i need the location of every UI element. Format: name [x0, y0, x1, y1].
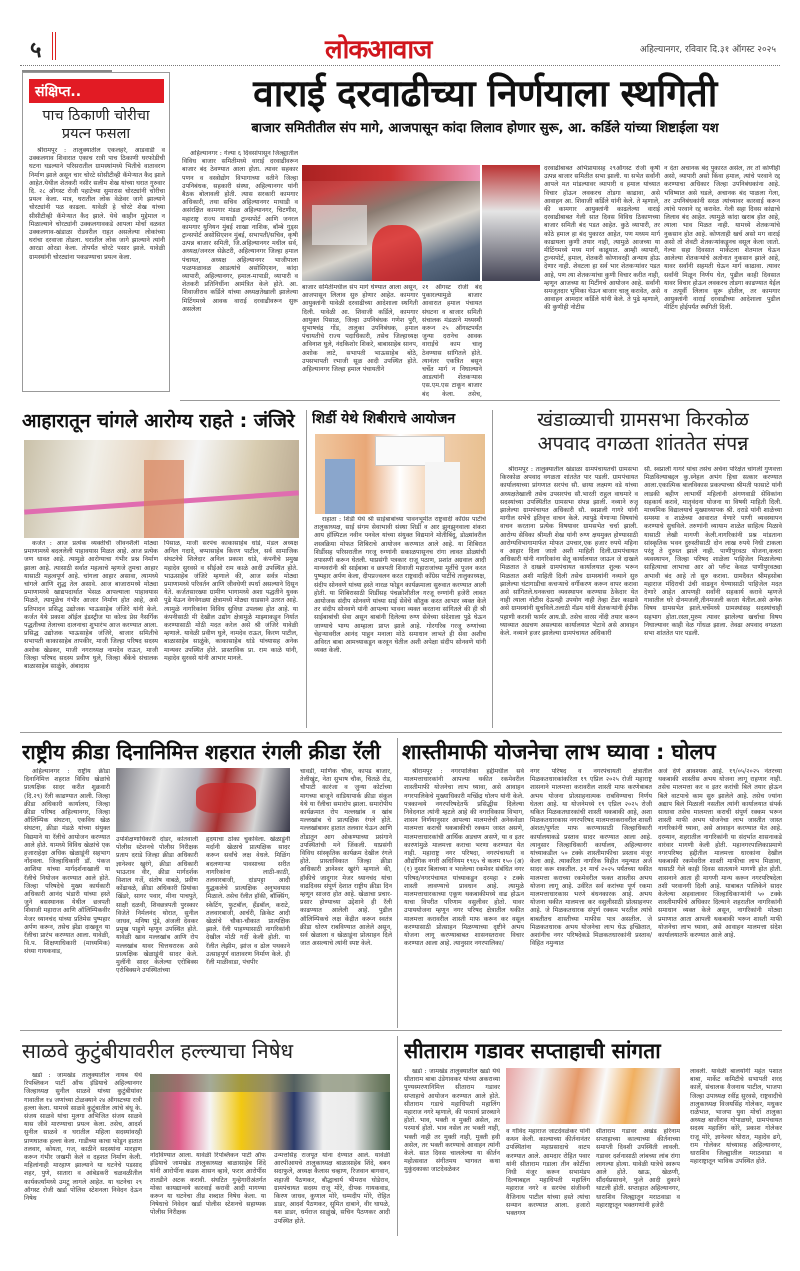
- story7-col3: उन्मत्तसिंह राजपूत यांना देण्यात आले. यावेळी आरपीआयचे तालुकाध्यक्ष बाळासाहेब शिंदे, बबन सदाफुले, अध्यक्ष कैलास चव्हाण, रिजवान बागवान, शहाजी पैठणकर, बौद्धाचार्य भीमराव घोडेराव, ग्रामपंचायत सदस्य राजू मोरे, दीपक गायकवाड, किरण जाधव, कुणाल मोरे, धम्मदीप मोरे, रोहित डाडर, आदर्श पैठणकर, सुमित दाबाने, वीर घायळे, यश डाडर, धर्मराज साळुंखे, सचिन पैठणकर आदी उपस्थित होते.: [274, 1152, 390, 1225]
- story8-photo-devotees: [506, 1068, 680, 1124]
- lead-col4: दरवाढीबाबत अभिप्रायासह २९ऑगस्ट रोजी कृषी उत्पन्न बाजार समितीत सभा झाली. या सभेत सर्वांनी आपले मत मांडल्यावर व्यापारी व हमाल यांच्यात विचार होऊन लवकरच तोडगा काढावा, असे आवाहन आ. शिवाजी कर्डिले यांनी केले. ते म्हणाले, की कामगार आयुक्तांनी काढलेल्या वाराई दरवाढीबाबत गेली सात दिवस विविध ठिकाणच्या बाजार समिती बंद पडत आहेत. कुठे व्यापारी, तर कोठे हमाल हा बंद पुकारत आहेत, पण मध्यम मार्ग काढायला कुणी तयार नाही, त्यामुळे आजच्या या मीटिंगमध्ये मध्य मार्ग काढूयात. आम्ही व्यापारी, ट्रान्सपोर्ट, हमाल, शेतकरी कोणावरही अन्याय होऊ देणार नाही. शेवटला हा सर्व भार शेतकऱ्यांवर पडत आहे, पण त्या शेतकऱ्यांचा कुणी विचार करीत नाही, म्हणून आजच्या या मिटींगचे आयोजन आहे. सर्वांनी समजूतदार भूमिका घेऊन बाजार चालू करावेत, असे आवाहन आमदार कर्डिले यांनी केले. ते पुढे म्हणाले, की कुणीही नोटीस: [544, 165, 660, 312]
- story5-col2: उपशिक्षणाधिकारी दोडर, कोतवाली पोलीस स्टेशनचे पोलीस निरीक्षक प्रताप दराडे जिल्हा क्रीडा अधिकारी ज्ञानेश्वर खुरंगे, क्रीडा अधिकारी भाऊराव वीर, क्रीडा मार्गदर्शक विशाल गर्जे, संतोष वाबळे, प्रवीण कोंढावळे, क्रीडा अधिकारी प्रियांका खिंडरे, सागर पवार, मीना पाचपुते, साक्षी दळवी, शिवछत्रपती पुरस्कार विजेते निर्मलनंद थोरात, सुनील जाधव, मनिषा पुंडे, अंजली देवकर प्रमुख पाहुणे म्हणून उपस्थित होते. यावेळी खाव मल्लखांब आणि रोप मल्लखांब यावर चित्तथरारक असे प्रात्यक्षिक खेळाडूंनी सादर केले. मुलींनी सादर केलेल्या एरोबिक्स एरोबिक्सने उपस्थितांच्या: [116, 836, 198, 975]
- brief-body: श्रीरामपूर : तालुक्यातील एकलहरे, आडवाडी व उक्कलगाव शिवारात एकाच रात्री पाच ठिकाणी घरफोडीची घटना घडल्याने परिसरातील ग्रामस्थांमध्ये भितीचे वातावरण निर्माण झाले असून चार चोरटे सोसीटीव्ही कॅमेऱ्यात कैद झाले आहेत.येथील शेतकरी नसीर सलीम शेख यांच्या घरात गुरुवार दि. २८ ऑगस्ट रोजी पहाटेच्या सुमारास चोरट्यांनी चोरीचा प्रयत्न केला. मात्र, घरातील लोक वेळेवर जागे झाल्याने चोरट्यांनी पळ काढला. यावेळी हे चोरटे शेख यांच्या सीसीटीव्ही कॅमेऱ्यात कैद झाले. येथे काहीन मुद्देमाल न मिळाल्याने चोरट्यांनी उक्कलगावकडे आपला मोर्चा वळवत उक्कलगाव-खंडाळा रोडवरील राहत असलेल्या लोकांच्या घरांचा दरवाजा तोडला. घरातील लोक जागे झाल्याने त्यांनी आरडा ओरडा केला. तोपर्यंत चोरटे पसार झाले. यावेळी ग्रामस्थांनी चोरट्यांना पकडण्याचा प्रयत्न केला.: [29, 147, 165, 261]
- lead-headline: वाराई दरवाढीच्या निर्णयाला स्थगिती: [253, 72, 717, 115]
- divider-lower: [20, 1030, 782, 1031]
- story4-col2: सौ. स्वप्नाली गागरे यांचा तसेच अर्चना परिक्षेत चांगली गुणवत्ता मिळविल्याबद्दल कु.स्नेहल अभंग हिचा सत्कार करण्यात आला.एकात्मिक बालविकास प्रकल्पाच्या श्रीमती फासाटे यांनी लाडकी बहीण लाभार्थी महिलांनी अंगणवाडी सेविकांना सहकार्य करावे, मातृवंदना योजना या विषयी माहिती दिली. माध्यमिक विद्यालयाचे मुख्याध्यापक श्री. दराडे यांनी शाळेच्या समस्या व शाळेच्या आवारात येणारे पाणी व्यवस्थापन करण्याचे सुचविले. तरुणांनी व्यायाम शाळेत साहित्य मिळावे यासाठी लेखी मागणी केली.नागरिकांनी प्रश्न मांडताना सांस्कृतिक भवन दुरुस्तीसाठी दोन लाख रुपये निधी टाकला परंतु ते दुरुस्त झाले नाही. पाणीपुरवठा योजना,कचरा व्यवस्थापन, जिल्हा परिषद शाळेला पाहिजेल मिळालेल्या साहित्याचा लाभाचा आर ओ प्लॅन्ट केवळ पाणीपुरवठ्या अभावी बंद आहे तो सुरु करावा. ग्रामदैवत श्रीमहसोबा महाराज मंदिराची उंची वाढवून घेण्यासाठी पाहिजेल मदत देणारे आहेत आपणही सर्वांनी सहकार्य करावे म्हणजे गावातील घरे दोनमजली,तीनमजली करता येतील.असे अनेक विषय ग्रामसभेत झाले.चर्चेमध्ये ग्रामस्थांसह सदस्यांचाही सहभाग होता.रस्ता,मुरुम त्यावर झालेल्या खर्चाचा विषय निघाल्यावर काही वेळ गोंधळ झाला. तेवढा अपवाद वगळता सभा शांततेत पार पडली.: [644, 466, 782, 638]
- story6-col1: श्रीरामपूर : नगरपालिका हद्दीमधील सर्व मालमत्ताधारकांनी आपल्या थकीत रकमेवरील शास्तीमाफी योजनेचा लाभ घ्यावा, असे आवाहन नगरपालिकेचे मुख्याधिकारी मच्छिंद्र घोलप यांनी केले. पत्रकान्वये नगरपरिषदेतर्फे प्रसिद्धीस दिलेल्या निवेदनात त्यांनी म्हटले आहे की नगरविकास विभाग, शासन निर्णयानुसार आपल्या मालमत्तेची अनेकवेळा मालमत्ता कराची थकबाकीची रक्कम जास्त असणे, मालमत्ताधारकांची आर्थिक अडचण असणे, या व इतर कारणांमुळे मालमत्ता कराचा भरणा करण्यात येत नाही. महाराष्ट्र नगर परिषदा, नगरपंचायती व औद्योगिक नगरी अधिनियम १९६५ चे कलम १५० (अ) (१) नुसार बिलाच्या न भरलेल्या रकमेवर संबंधित नगर परिषद/नगरपंचायत यांच्याकडून दरमहा २ टक्के शास्ती लावण्याचे प्रावधान आहे. त्यामुळे मालमत्ताधारकाच्या एकूण थकबाकीमध्ये वाढ होऊन याचा विपरीत परिणाम वसुलीवर होतो. यावर उपाययोजना म्हणून नगर परिषद क्षेत्रातील थकीत मालमत्ता करावरील शास्ती माफ करून कर वसूल करण्यासाठी प्रोत्साहन मिळण्याच्या दृष्टीने अभय योजना लागू करण्याबाबत शासनस्तरावर विचार करण्यात आला आहे. त्यानुसार नगरपालिका/: [404, 768, 524, 948]
- lead-col3: २१ ऑगस्ट रोजी बंद पुकारल्यामुळे बाजार आवारात हमाल पंचायत संघटना व बाजार समिती संचालक मंडळाने मध्यस्थी करून २५ ऑगस्टपर्यंत जुन्या दरानेच आवक वाराईचे काम चालू ठेवण्यास सांगितले होते. त्यानंतर एकत्रित बसून चर्चेत मार्ग न निघाल्याने आडत्यांनी शेतकऱ्यास एस.एम.एस टाकून बाजार बंद केला. तसेच,: [422, 284, 482, 398]
- story7-col2: नोंदविण्यात आला. यावेळी रिपब्लिकन पार्टी ऑफ इंडियाचे जामखेड तालुकाध्यक्ष बाळासाहेब शिंदे यांनी आरोपींना कडक शासन व्हावे, फरार आरोपींस तातडीने अटक करावी. संघटित गुन्हेगारीअंतर्गत मोका कायद्यान्वये कारवाई करावी आदी मागण्या करून या घटनेचा तीव्र शब्दात निषेध केला. या निषेधाचे निवेदन खर्डा पोलीस स्टेशनचे सहाय्यक पोलीस निरीक्षक: [150, 1152, 266, 1217]
- story6-headline: शास्तीमाफी योजनेचा लाभ घ्यावा : घोलप: [402, 740, 716, 764]
- story4-headline: [498, 408, 788, 456]
- story4-col1: श्रीरामपूर : तालुक्यातील खंडाळा ग्रामपंचायतची ग्रामसभा किरकोळ अपवाद वगळता शांततेत पार पडली. ग्रामपंचायत कार्यालयाच्या प्रांगणात सरपंच सौ. छाया लक्ष्मण वडे यांच्या अध्यक्षतेखाली तसेच उपसरपंच सौ.भारती राहुल वाघमारे व सदस्यांच्या उपस्थितीत ग्रामसभा संपन्न झाली. नव्याने रुजू झालेल्या ग्रामपंचायत अधिकारी सौ. स्वप्नाली गागरे यांनी मागील सभेचे इतिवृत्त वाचन केले. त्यापुढे येणाऱ्या विषयांचे वाचन करताना प्रत्येक विषयावर ग्रामसभेत चर्चा झाली. आरोग्य सेविका श्रीमती शेख यांनी रुग्ण क्षयमुक्त होण्यासाठी आरोग्यविभागामार्फत मोफत उपचार,एक हजार रुपये महिना व आहार दिला जातो अशी माहिती दिली.ग्रामपंचायत अधिकारी यांनी नागरिकांना सेतू कार्यालयात जाऊन जे दाखले मिळतात ते दाखले ग्रामपंचायत कार्यालयात शुल्क भरून मिळतात अशी माहिती दिली तसेच ग्रामस्थांनी नव्याने सुरु झालेल्या घंटागाडीचा कचऱ्याचे वर्गीकरण करून वापर करावा असे सांगितले.घनकचरा व्यवस्थापन करण्यास ठेकेदार येत नाही त्याला नोटीस देऊनही उपयोग नाही तेव्हा टेंडर काढावे असे ग्रामस्थांनी सुचविले.तलाठी मॅडम यांनी शेतकऱ्यांनी ईपीक पहाणी करावी फार्मर आय.डी. तसेच वारस नोंदी तयार करून घ्याव्यात अडचण असल्यास कार्यालयात भेटावे असे आवाहन केले. नव्याने हजर झालेल्या ग्रामपंचायत अधिकारी: [500, 466, 638, 638]
- lead-photo-meeting: [302, 165, 480, 281]
- page-number: ५: [30, 38, 42, 63]
- story5-photo-rally: [116, 768, 290, 832]
- story3-headline: शिर्डी येथे शिबीराचे आयोजन: [312, 411, 456, 427]
- story2-col1: कर्जत : आज प्रत्येक व्यक्तीची जीवनशैली मोठ्या प्रमाणामध्ये बदललेली पाहावयास मिळत आहे. आज प्रत्येक जण धावत आहे. त्यामुळे आरोग्याचा गंभीर प्रश्न निर्माण झाला आहे. त्यासाठी सर्वात महत्वाचे म्हणजे तुमचा आहार यासाठी महत्वपूर्ण आहे. चांगला आहार असावा, त्यामध्ये चांगले आणि शुद्ध तेल असावे. आज बाजारामध्ये मोठ्या प्रमाणामध्ये खाद्यपदार्थात भेसळ आपल्याला पाहावयास मिळते, त्यामुळेच गंभीर आजार निर्माण होत आहे, असे प्रतिपादन प्रसिद्ध उद्योजक भाऊसाहेब जंजिरे यांनी केले. कर्जत येथे प्रकाश ऑईल इंडस्ट्रीज या कोल्ड प्रेस नैसर्गिक पद्धतीच्या तेलाच्या दालनाचा शुभारंभ आज करण्यात आला. प्रसिद्ध उद्योजक भाऊसाहेब जंजिरे, बाजार समितीचे सभापती काकासाहेब तापकीर, माजी जिल्हा परिषद सदस्य अशोक खेडकर, माजी नगराध्यक्ष नामदेव राऊत, माजी जिल्हा परिषद सदस्य प्रवीण घुले, जिल्हा बँकेचे संचालक बाळासाहेब साळुंके, अंबादास: [24, 540, 158, 671]
- story6-col3: अर्ज देणे आवश्यक आहे. १९/०५/२०२५ नंतरच्या थकबाकी शास्तीस अभय योजना लागू राहणार नाही. तसेच मालमत्ता कर व इतर करांची बिले तयार होऊन बिले वाटपाचे काम सुरु झालेले आहे. तसेच ज्यांना अद्याप बिले मिळाली नसतील त्यांनी कार्यालयात संपर्क साधावा तसेच मालमत्ता कराची संपूर्ण रक्कम भरून शास्ती माफी अभय योजनेचा लाभ जास्तीत जास्त नागरिकांनी घ्यावा, असे आवाहन करण्यात येत आहे. दरम्यान, शहरातील नागरिकांनी या संदर्भात शासनाकडे वारंवार मागणी केली होती. महानगरपालिकाप्रमाणे नगरपरिषद हद्दीतील मालमत्ता धारकांना देखील थकबाकी रकमेवरील शास्ती माफीचा लाभ मिळावा, यासाठी गेले काही दिवस सातत्याने मागणी होत होती. शासनाने आता ही मागणी मान्य करून नगरपरिषदेला तशी परवानगी दिली आहे. याबाबत पालिकेने सादर केलेल्या अहवालावर जिल्हाधिकाऱ्यांनी ५० टक्के शास्तीमाफीचे अधिकार दिल्याने शहरातील नागरिकांनी समाधान व्यक्त केले असून, नागरिकांनी मोठ्या प्रमाणात आता आपली थकबाकी भरून शास्ती माफी योजनेचा लाभ घ्यावा, असे आवाहन मालमत्ता संदेश कार्यालयातर्फे करण्यात आले आहे.: [658, 768, 782, 940]
- masthead-logo: लोकआवाज: [325, 35, 432, 65]
- story4-headline-line1: खंडाळ्याची ग्रामसभा किरकोळ: [537, 408, 749, 431]
- lead-col5: न देता अचानक बंद पुकारत असेल, तर तो कोणीही असो, व्यापारी असो किंवा हमाल, त्यांचे परवाने रद्द करण्याचा अधिकार जिल्हा उपनिबंधकांना आहे. भविष्यात असे घडले, अचानक बंद पाळला गेला, तर उपनिबंधकांनी सरळ त्यांच्यावर कारवाई करून त्यांचे परवाने रद्द करावेत. गेली सहा दिवस कांद्याचे लिलाव बंद आहेत. त्यामुळे कांदा खराब होत आहे, त्याला भाव मिळत नाही. यामध्ये शेतकऱ्यांचे नुकसान होत आहे. कोणताही खर्च असो मग वाराई असो तो शेवटी शेतकऱ्यांकडूनच वसूल केला जातो. गेल्या सहा दिवसात मार्केटला शेतमाल घेऊन आलेल्या शेतकऱ्यांचे अतोनात नुकसान झाले आहे, यावर सर्वांनी सहमती घेऊन मार्ग काढावा. त्यावर सर्वांनी मिळून निर्णय घेत, पुढील काही दिवसात यावर विचार होऊन लवकरच तोडगा काढण्यात येईल व तत्पूर्वी लिलाव सुरू होतील, तर कामगार आयुक्तांनी वाराई दरवाढीच्या आदेशाला पुढील मीटिंग होईपर्यंत स्थगिती दिली.: [664, 165, 780, 312]
- divider-s3-s4: [492, 410, 493, 728]
- page-number-bar: [52, 32, 56, 60]
- story4-headline-line2: अपवाद वगळता शांततेत संपन्न: [537, 432, 749, 455]
- header-rule: [20, 65, 780, 66]
- divider-s5-s6: [397, 738, 398, 1028]
- brief-box: [22, 72, 170, 392]
- brief-title-line1: पाच ठिकाणी चोरीचा: [42, 108, 150, 124]
- divider-lead: [180, 400, 780, 401]
- dateline: अहिल्यानगर, रविवार दि.३१ ऑगस्ट २०२५: [639, 45, 776, 55]
- story8-col3: सीताराम गडावर अखंड हरिनाम सप्ताहाच्या काल्याच्या कीर्तनाच्या समाप्ती दिवशी उपस्थिती लावली. गडावर दर्शनासाठी लांबच्या लांब रांगा लागल्या होत्या. यावेळी यात्रेचे स्वरूप आले होते. खाऊ, खेळणी, सौंदर्यप्रसाधने, फुले आदी दुकाने थाटली होती. सप्ताहात अहिल्यानगर, धाराशिव जिल्ह्यातून मराठवाडा व महाराष्ट्रातून भक्तगणांनी हजेरी: [596, 1128, 680, 1209]
- story2-photo-ribbon: [24, 440, 299, 538]
- story5-col1: अहिल्यानगर : राष्ट्रीय क्रीडा दिनानिमित्त शहरात विविध खेळांचे प्रात्यक्षिक सादर करीत शुक्रवारी (दि.२९) रॅली काढण्यात आली. जिल्हा क्रीडा अधिकारी कार्यालय, जिल्हा क्रीडा परिषद अहिल्यानगर, जिल्हा ऑलिम्पिक संघटना, एकविध खेळ संघटना, क्रीडा मंडळे यांच्या संयुक्त विद्यमाने या रॅलीचे आयोजन करण्यात आले होते. यामध्ये विविध खेळांचे एक हजाराहेक्षा अधिक खेळाडूंनी सहभाग नोंदवला. जिल्हाधिकारी डॉ. पंकज आशिया यांच्या मार्गदर्शनाखाली या रॅलीचे नियोजन करण्यात आले होते. जिल्हा परिषदेचे मुख्य कार्यकारी अधिकारी आनंद भंडारी यांच्या हस्ते जुने बसस्थानक येथील छत्रपती शिवाजी महाराज आणि ऑलिम्पिकवीर मेजर ध्यानचंद यांच्या प्रतिमेस पुष्पहार अर्पण करून, तसेच झेंडा दाखवून या रॅलीचा प्रारंभ करण्यात आला. यावेळी, वि.प. शिक्षणाधिकारी (माध्यमिक) संध्या गायकवाड,: [24, 768, 110, 956]
- story3-body: राहाता : शिर्डी येथे श्री साईबाबांच्या पावनभूमीत राष्ट्रवादी काँग्रेस पार्टीचे तालुकाध्यक्ष, साई संगम सेवाभावी संस्था शिर्डी व आर झुनझुनवाला शंकरा आय हॉस्पिटल नवीन पनवेल यांच्या संयुक्त विद्यमाने मोतीबिंदू, डोळ्यांवरील शस्त्रक्रिया मोफत शिबिराचे आयोजन करण्यात आले आहे. या शिबिरात शिर्डीसह परिसरातील गरजू रुग्णांनी सकाळपासूनच रांगा लावत डोळ्यांची तपासणी करून घेतली. याप्रसंगी पत्रकार राजू पठाण, प्रशांत अग्रवाल आदी मान्यवरांनी श्री साईबाबा व छत्रपती शिवाजी महाराजांच्या मूर्तीचे पूजन करत पुष्पहार अर्पण केला, दीपप्रज्वलन करत राष्ट्रवादी काँग्रेस पार्टीचे तालुकाध्यक्ष, संदीप सोनवणे यांच्या हस्ते नारळ फोडून कार्यक्रमाला सुरुवात करण्यात आली होती. या शिबिरासाठी शिर्डीसह पंचक्रोशीतील गरजू रुग्णांनी हजेरी लावत आयोजक संदीप सोनवणे यांच्या साई सेवेचे कौतुक करत आभार व्यक्त केले तर संदीप सोनवणे यांनी आपल्या भावना व्यक्त करताना सांगितले की ही श्री साईबाबांची सेवा असून बाबांनी दिलेल्या रुग्ण सेवेच्या संदेशाला पुढे घेऊन जाण्याचे भाग्य आम्हाला प्राप्त झाले आहे. गोरगरिब गरजू रुग्णांच्या चेहऱ्यावरील आनंद पाहून मनाला मोठे समाधान लाभते ही सेवा अशीच अविरत बाबा आमच्याकडून करवून घेतील अशी अपेक्षा संदीप सोनवणे यांनी व्यक्त केली.: [314, 516, 486, 655]
- story5-col3: हृदयाचा ठोका चुकविला. खेळाडूंनी मर्दानी खेळाचे प्रात्यक्षिक सादर करून सर्वांचे लक्ष वेधले. मिळिंग बदलणाऱ्या पावसाच्या सरीत नागरिकांना लाठी-काठी, तलवारबाजी, दांडपट्टा आदी युद्धकलेचे प्रात्यक्षिक अनुभवयास मिळाले. तसेच रॅलीत हॉकी, बॉक्सिंग, स्केटिंग, फुटबॉल, हॅंडबॉल, कराटे, तलवारबाजी, आर्चरी, क्रिकेट आदी खेळांचे चौका-चौकात प्रात्यक्षिक झाले. रॅली पाहण्यासाठी नागरिकांनी देखील मोठी गर्दी केली होती. या रॅलीत लेझीम, झांज व ढोल पथकाने उत्साहपूर्ण वातावरण निर्माण केले. ही रॅली माळीवाडा, पंचपीर: [206, 836, 290, 967]
- divider-mid: [20, 732, 782, 733]
- lead-col2: बाजार समितीमधील संप मागे घेण्यात आला असून, आजपासून लिलाव सुरु होणार आहेत. कामगार आयुक्तांनी यावेळी दरवाढीच्या आदेशाला स्थगिती दिली. यावेळी आ. शिवाजी कर्डिले, कामगार आयुक्त पिसाळ, जिल्हा उपनिबंधक गणेश पुरी, सुभाषचंद्र गोंड, तालुका उपनिबंधक, हमाल पंचायतीचे राज्य पदाधिकारी, तसेच जिल्हाध्यक्ष अविनाश घुले, नंदकिशोर शिकरे, बाबासाहेब सानप, अशोक लाटे, सभापती भाऊसाहेब बोठे, उपसभापती रभाजी सूळ आदी उपस्थित होते. अहिल्यानगर जिल्हा हमाल पंचायतीने: [302, 284, 418, 374]
- brief-title-line2: प्रयत्न फसला: [61, 126, 131, 142]
- divider-s7-s8: [397, 1036, 398, 1236]
- story8-col2: व गोविंद महाराज जाटदेवळेकर यांनी कथन केली. काल्याच्या कीर्तनानंतर उपस्थितांना महाप्रसादाचे वाटप करण्यात आले. आमदार रोहित पवार यांनी सीताराम गडाला तीन कोटींचा निधी मंजूर करून सभामंडप दिल्याबद्दल महाधिपती महालिंग महाराज नगरे व सरपंच संजीवनी वैजिनाथ पाटील यांच्या हस्ते त्यांचा सन्मान करण्यात आला. हजारो भक्तगण: [506, 1128, 590, 1218]
- lead-photo-audience: [482, 165, 540, 281]
- story7-headline: साळवे कुटुंबीयावरील हल्ल्याचा निषेध: [22, 1039, 294, 1063]
- story2-col2: पिसाळ, माजी सरपंच काकासाहेब धांडे, मंडल अध्यक्ष अनिल गदादे, बप्पासाहेब किरण पाटील, सर्व सामाजिक संघटनेचे शिलेदार अनिल प्रकाश धांडे, कंपनीचे प्रमुख महादेव सुरवसे व सीईओ राम काळे आदी उपस्थित होते. भाऊसाहेब जंजिरे म्हणाले की, आज सर्वत्र मोठ्या प्रमाणामध्ये परिवर्तन आणि जीवघेणी स्पर्धा असल्याने दिसून येते. कर्जतसारख्या ग्रामीण भागामध्ये अशा पद्धतीने युवक पुढे येऊन वेगवेगळ्या क्षेत्रामध्ये मोठ्या धाडसाने उतरत आहे. त्यामुळे नागरिकांना विविध सुविधा उपलब्ध होत आहे. या कंपनीसाठी मी देखील उद्योग क्षेत्रामुळे माझ्याकडून निर्यात करण्यासाठी मोठी मदत करेल असे श्री जंजिरे यावेळी म्हणाले. यावेळी प्रवीण घुले, नामदेव राऊत, किरण पाटील, बाळासाहेब साळुंके, काकासाहेब धांडे यांच्यासह अनेक मान्यवर उपस्थित होते. प्रास्ताविक प्रा. राम काळे यांनी, महादेव सुरवसे यांनी आभार मानले.: [164, 540, 298, 662]
- story7-photo-memorandum: [150, 1074, 390, 1150]
- brief-tag-label: संक्षिप्त..: [35, 84, 82, 100]
- lead-col1: अहिल्यानगर : गेल्या ६ दिवसांपासून जिल्ह्यातील विविध बाजार समितीमध्ये वाराई दरवाढीवरून बाजार बंद ठेवण्यात आला होता. त्यावर सहकार पणन व वस्त्रोद्योग विभागाच्या वतीने जिल्हा उपनिबंधक, सहकारी संस्था, अहिल्यानगर यांनी बैठक बोलावली होती. त्यास सरकारी कामगार अधिकारी, तथा सचिव अहिल्यानगर माथाडी व असंरक्षित कामगार मंडळ अहिल्यानगर, चिटणीस, महाराष्ट्र राज्य माथाडी ट्रान्सपोर्ट आणि जनरल कामगार युनियन मुंबई शाखा नाशिक, बॉम्बे गुड्स ट्रान्सपोर्ट असोसिएशन मुंबई, सभापती/सचिव, कृषी उत्पन्न बाजार समिती, जि.अहिल्यानगर मधील सर्व, अध्यक्ष/जनरल सेक्रेटरी, अहिल्यानगर जिल्हा हमाल पंचायत, अध्यक्ष अहिल्यानगर भाजीपाला फळफळावळ आडत्यांचे असोसिएशन, कांदा व्यापारी, अहिल्यानगर, हमाल-मापाडी, व्यापारी व शेतकरी प्रतिनिधींना आमंत्रित केले होते. आ. शिवाजीराव कर्डिले यांच्या अध्यक्षतेखाली झालेल्या मिटिंगमध्ये आवक वाराई दरवाढीवरून सुरू असलेला: [182, 150, 298, 313]
- story7-col1: खर्डा : जामखेड तालुक्यातील नायब येथे रिपब्लिकन पार्टी ऑफ इंडियाचे अहिल्यानगर जिल्हाध्यक्ष सुनील साळवे यांच्या कुटुंबीयांवर गावातील १४ जणांच्या टोळक्याने २४ ऑगस्टच्या रात्री हल्ला केला. यामध्ये साळवे कुटुंबातील त्यांचे बंधू के. संजय साळवे यांचा मुलगा अभिजित संजय साळवे यास जीवे मारण्याचा प्रयत्न केला. तसेच, आदर्श सुनील साळवे व घरातील महिला सदस्यांवरही प्राणघातक हल्ला केला. गाडीच्या काचा फोडून हातात तलवार, कोयता, गज, काठीने सदस्यांना मारहाण करून गंभीर जखमी केले व दहशत निर्माण केली. महिलांनाही मारहाण झाल्याने या घटनेचे पडसाद शहर, पुणे, सातारा व आंबेडकरी चळवळीतील कार्यकर्त्यांमध्ये उमटू लागले आहेत. या घटनेचा २९ ऑगस्ट रोजी खर्डा पोलिस स्टेशनला निवेदन देऊन निषेध: [24, 1072, 142, 1203]
- story6-col2: नगर परिषद व नगरपंचायती क्षेत्रातील मिळकतधारकांकरिता १९ एप्रिल २०२५ रोजी महाराष्ट्र शासनाने मालमत्ता करावरील शास्ती माफ करणेबाबत अभय योजना प्रोत्साहनात्मक राबविण्याचा निर्णय घेतला आहे. या योजनेमध्ये १९ एप्रिल २०२५ रोजी थकित मिळकतधारकांची शास्ती थकबाकी आहे, अशा मिळकतधारकास नगरपरिषद मालमत्ताकरावरील शास्ती अंशतः/पूर्णतः माफ करण्यासाठी जिल्हाधिकारी कार्यालयाकडे प्रस्ताव सादर करण्यात आला आहे. त्यानुसार जिल्हाधिकारी कार्यालय, अहिल्यानगर यांच्याकडील ५० टक्के शास्तीमाफीचा प्रस्ताव मंजूर केला आहे. त्याकरिता नागरिक विहीत नमुन्यात अर्ज सादर करू शकतील. ३१ मार्च २०२५ पर्यंतच्या थकीत मालमत्ता कराच्या रकमेवरील फक्त शास्तीस अभय योजना लागू आहे. उर्वरित सर्व करांच्या पूर्ण रकमा मालमत्ताधारकास भरणे बंधनकारक आहे. अभय योजना थकीत मालमत्ता कर वसुलीसाठी प्रोत्साहनपर आहे. जे मिळकतधारक संपूर्ण रक्कम भरतील त्यांचे बाबतीतच शास्तीच्या माफीस पात्र असतील. जे मिळकतधारक अभय योजनेचा लाभ घेऊ इच्छितात, अशांनीच नगर परिषदेकडे मिळकतधारकांनी प्रस्ताव/विहित नमुन्यात: [530, 768, 652, 948]
- story5-headline: राष्ट्रीय क्रीडा दिनानिमित्त शहरात रंगली क्रीडा रॅली: [22, 740, 381, 764]
- story5-col4: चावडी, माणिक चौक, कापड बाजार, तेलीखुंट, नेता सुभाष चौक, चितळे रोड, चौपाटी कारंजा व जुन्या कोर्टाच्या मागच्या बाजूने वाडियापार्क क्रीडा संकुल येथे या रॅलीचा समारोप झाला. समारोपीय कार्यक्रमात रोप मल्लखांब व खांब मल्लखांब चे प्रात्यक्षिक रंगले होते. मल्लखांबावर हातात तलवार घेऊन आणि तोंडातून आग ओकण्याच्या प्रसंगाने उपस्थितांची मने जिंकली. याप्रसंगी विविध सांस्कृतिक कार्यक्रम देखील रंगले होते. प्रास्ताविकात जिल्हा क्रीडा अधिकारी ज्ञानेश्वर खुरंगे म्हणाले की, हॉकीचे जादूगार मेजर ध्यानचंद यांचा वाढदिवस संपूर्ण देशात राष्ट्रीय क्रीडा दिन म्हणून साजरा होत आहे. खेळाचा प्रचार-प्रसार होण्याच्या उद्देशाने ही रॅली काढण्यात आलेली आहे. पुढील ऑलिम्पिकचे लक्ष केंद्रीत करून स्वतंत्र क्रीडा धोरण राबविण्यात आलेले असून, सर्व खेळाला व खेळाडूंना प्रोत्साहन दिले जात असल्याचे त्यांनी स्पष्ट केले.: [300, 768, 392, 948]
- story8-col1: खर्डा : जामखेड तालुक्यातील खर्डा येथे सीताराम बाबा उंडेगावकर यांच्या अकराव्या पुण्यस्मरणानिमित्त सीताराम गडावर सप्ताहाचे आयोजन करण्यात आले होते. सीताराम गडाचे महाधिपती महालिंग महाराज नगरे म्हणाले, की परमार्थ प्रारब्धाने होतो. भाव, भक्ती व मुक्ती असेल, तर परमार्थ होतो. भाव नसेल तर भक्ती नाही, भक्ती नाही तर मुक्ती नाही, मुक्ती हवी असेल, तर भक्ती करण्याचे आवाहन त्यांनी केले. सात दिवस चाललेल्या या कीर्तन महोत्सवात संगीतमय भागवत कथा मुकुंदकाका जाटदेवळेकर: [404, 1068, 500, 1174]
- brief-title: [25, 107, 167, 143]
- story3-photo-camp: [315, 434, 485, 514]
- divider-s2-s3: [306, 410, 307, 728]
- lead-subheadline: बाजार समितीतील संप मागे, आजपासून कांदा लिलाव होणार सुरू, आ. कर्डिले यांच्या शिष्टाईला यश: [251, 121, 719, 136]
- page-header: [20, 30, 780, 66]
- story2-headline: आहारातून चांगले आरोग्य राहते : जंजिरे: [22, 410, 295, 432]
- story8-headline: सीताराम गडावर सप्ताहाची सांगता: [404, 1039, 661, 1063]
- brief-tag: [29, 79, 164, 103]
- story8-col4: लावली. यावेळी बालयोगी महंत पशात बाबा, मार्केट कमिटीचे सभापती शरद कार्ले, संचालक वैजनाथ पाटील, भाजपा जिल्हा उपाध्यक्ष रवींद्र सुरवसे, राष्ट्रवादीचे तालुकाध्यक्ष विजयसिंह गोलेकर, मधुकर राळेभात, भाजपा युवा मोर्चा तालुका अध्यक्ष बाजीराव गोपाळघरे, ग्रामपंचायत सदस्य महालिंग कोरे, प्रकाश गोलेकर राजू मोरे, ज्ञानेश्वर थोरात, महादेव ढगे, राम गोलेकर यांच्यासह अहिल्यानगर, धाराशिव जिल्ह्यातील मराठवाडा व महाराष्ट्रातून भाविक उपस्थित होते.: [690, 1068, 782, 1166]
